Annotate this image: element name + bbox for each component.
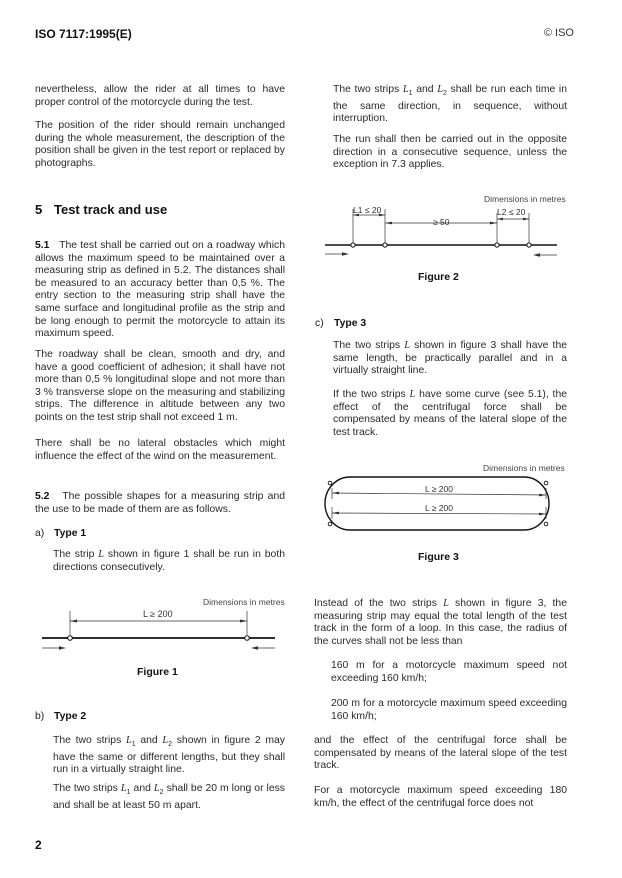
radius-condition-200: 200 m for a motorcycle maximum speed exceeding 160 km/h; bbox=[331, 698, 567, 722]
paragraph-rider-control: nevertheless, allow the rider at all times to have proper control of the motorcycle during the test. bbox=[35, 84, 285, 108]
paragraph-opposite-direction: The run shall then be carried out in the opposite direction in a consecutive sequence, unless the exception in 7.3 applies. bbox=[333, 134, 567, 171]
paragraph-type-3-a: The two strips L shown in figure 3 shall have the same length, be practically parallel and in a virtually straight line. bbox=[333, 340, 568, 377]
paragraph-centrifugal: and the effect of the centrifugal force shall be compensated by means of the lateral slope of the test track. bbox=[314, 735, 567, 772]
figure-3-dimensions-note: Dimensions in metres bbox=[483, 463, 565, 473]
list-item-type-3 bbox=[315, 318, 366, 329]
clause-number: 5.2 bbox=[35, 491, 50, 502]
list-label: c) bbox=[315, 318, 324, 329]
paragraph-loop: Instead of the two strips L shown in figure 3, the measuring strip may equal the total length of the test track in the form of a loop. In this case, the radius of the curves shall not be less than bbox=[314, 598, 567, 647]
list-item-type-2 bbox=[35, 711, 86, 722]
paragraph-type-3-b: If the two strips L have some curve (see 5.1), the effect of the centrifugal force shall be compensated by means of the lateral slope of the test track. bbox=[333, 389, 567, 438]
list-label: b) bbox=[35, 711, 45, 722]
paragraph-obstacles: There shall be no lateral obstacles which might influence the effect of the wind on the measurement. bbox=[35, 438, 285, 462]
figure-3-caption: Figure 3 bbox=[418, 551, 459, 563]
clause-5-2 bbox=[35, 491, 285, 516]
list-title: Type 3 bbox=[334, 318, 367, 329]
paragraph-rider-position: The position of the rider should remain unchanged during the whole measurement, the description of the position shall be given in the test report or replaced by photographs. bbox=[35, 120, 285, 169]
figure-1-dimension-label: L ≥ 200 bbox=[143, 609, 173, 619]
figure-1-caption: Figure 1 bbox=[137, 666, 178, 678]
list-label: a) bbox=[35, 528, 45, 539]
section-heading-5 bbox=[35, 202, 167, 217]
figure-1-dimensions-note: Dimensions in metres bbox=[203, 597, 285, 607]
paragraph-strips-sequence: The two strips $L_1$ and $L_2$ shall be run each time in the same direction, in sequence, without interruption. bbox=[333, 84, 567, 125]
list-title: Type 2 bbox=[54, 711, 87, 722]
figure-2-dimension-gap: ≥ 50 bbox=[433, 217, 450, 227]
paragraph-180kmh: For a motorcycle maximum speed exceeding 180 km/h, the effect of the centrifugal force does not bbox=[314, 785, 567, 809]
page-number: 2 bbox=[35, 838, 42, 852]
figure-3-dimension-top: L ≥ 200 bbox=[425, 484, 453, 494]
paragraph-type-2-b: The two strips $L_1$ and $L_2$ shall be 20 m long or less and shall be at least 50 m apart. bbox=[53, 783, 285, 811]
paragraph-type-2-a: The two strips $L_1$ and $L_2$ shown in figure 2 may have the same or different lengths, but they shall run in a virtually straight line. bbox=[53, 735, 285, 776]
figure-2-caption: Figure 2 bbox=[418, 271, 459, 283]
paragraph-type-1: The strip L shown in figure 1 shall be run in both directions consecutively. bbox=[53, 549, 285, 573]
list-item-type-1 bbox=[35, 528, 86, 539]
figure-2-dimension-l1: L1 ≤ 20 bbox=[353, 205, 382, 215]
section-number: 5 bbox=[35, 202, 43, 217]
clause-text: The possible shapes for a measuring strip and the use to be made of them are as follows. bbox=[35, 491, 285, 515]
section-title: Test track and use bbox=[54, 202, 168, 217]
figure-2-dimensions-note: Dimensions in metres bbox=[484, 194, 566, 204]
standard-designation: ISO 7117:1995(E) bbox=[35, 27, 132, 41]
clause-5-1 bbox=[35, 240, 285, 341]
paragraph-roadway: The roadway shall be clean, smooth and dry, and have a good coefficient of adhesion; it shall have not more than 0,5 % longitudinal slope and not more than 3 % transverse slope on the measuring and stabilizing strips. The difference in altitude between any two points on the test strip shall not exceed 1 m. bbox=[35, 349, 285, 423]
radius-condition-160: 160 m for a motorcycle maximum speed not exceeding 160 km/h; bbox=[331, 660, 567, 684]
copyright-notice: © ISO bbox=[543, 27, 574, 39]
clause-text: The test shall be carried out on a roadway which allows the maximum speed to be maintained over a measuring strip as defined in 5.2. The distances shall be measured to an accuracy better than 0,5 %. The entry section to the measuring strip shall have the same surface and longitudinal profile as the strip and be long enough to permit the motorcycle to attain its maximum speed. bbox=[35, 240, 285, 340]
figure-3-dimension-bottom: L ≥ 200 bbox=[425, 503, 453, 513]
list-title: Type 1 bbox=[54, 528, 87, 539]
symbol-L: L bbox=[98, 549, 105, 560]
figure-2-dimension-l2: L2 ≤ 20 bbox=[497, 207, 526, 217]
clause-number: 5.1 bbox=[35, 240, 50, 251]
